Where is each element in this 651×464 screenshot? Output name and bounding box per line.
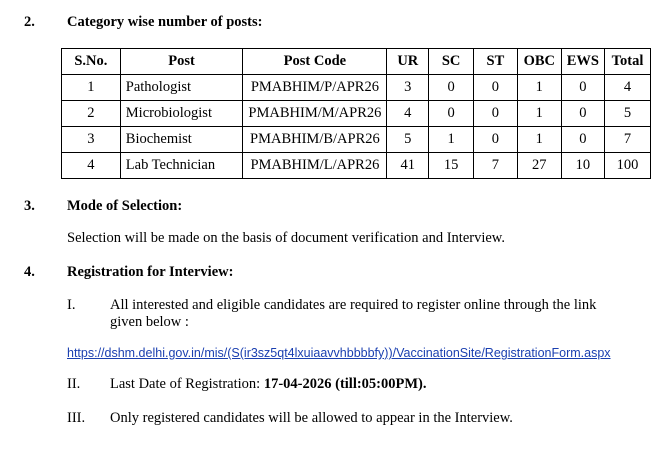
item-text-line2: given below : bbox=[110, 314, 189, 330]
section-number: 2. bbox=[24, 14, 35, 30]
table-row bbox=[62, 75, 651, 101]
cell-ur: 5 bbox=[387, 127, 429, 153]
header-sno: S.No. bbox=[62, 49, 121, 75]
cell-obc: 1 bbox=[517, 75, 561, 101]
header-st: ST bbox=[474, 49, 518, 75]
header-total: Total bbox=[605, 49, 651, 75]
cell-ews: 10 bbox=[561, 153, 604, 179]
cell-ews: 0 bbox=[561, 101, 604, 127]
posts-table bbox=[61, 48, 651, 179]
cell-sc: 0 bbox=[429, 75, 474, 101]
section-number: 3. bbox=[24, 198, 35, 214]
cell-st: 0 bbox=[474, 101, 518, 127]
item-text: Only registered candidates will be allowed to appear in the Interview. bbox=[110, 410, 513, 426]
cell-post-code: PMABHIM/L/APR26 bbox=[243, 153, 387, 179]
cell-obc: 1 bbox=[517, 127, 561, 153]
last-date-value: 17-04-2026 (till:05:00PM). bbox=[263, 376, 427, 392]
table-row bbox=[62, 101, 651, 127]
cell-ur: 4 bbox=[387, 101, 429, 127]
cell-ur: 3 bbox=[387, 75, 429, 101]
table-header-row bbox=[62, 49, 651, 75]
section-number: 4. bbox=[24, 264, 35, 280]
cell-total: 7 bbox=[605, 127, 651, 153]
header-ews: EWS bbox=[561, 49, 604, 75]
cell-sno: 2 bbox=[62, 101, 121, 127]
registration-link[interactable]: https://dshm.delhi.gov.in/mis/(S(ir3sz5qt4lxuiaavvhbbbbfy))/VaccinationSite/RegistrationForm.aspx bbox=[67, 346, 611, 360]
cell-total: 100 bbox=[605, 153, 651, 179]
section-heading: Category wise number of posts: bbox=[67, 14, 263, 30]
cell-st: 0 bbox=[474, 75, 518, 101]
cell-sno: 4 bbox=[62, 153, 121, 179]
cell-post: Microbiologist bbox=[120, 101, 243, 127]
header-ur: UR bbox=[387, 49, 429, 75]
last-date-label: Last Date of Registration: bbox=[110, 376, 264, 392]
table-row bbox=[62, 127, 651, 153]
item-text-line1: All interested and eligible candidates are required to register online through the link bbox=[110, 297, 597, 313]
cell-sno: 1 bbox=[62, 75, 121, 101]
cell-obc: 1 bbox=[517, 101, 561, 127]
cell-post: Lab Technician bbox=[120, 153, 243, 179]
header-post: Post bbox=[120, 49, 243, 75]
cell-sc: 1 bbox=[429, 127, 474, 153]
item-numeral: II. bbox=[67, 376, 81, 392]
table-row bbox=[62, 153, 651, 179]
header-obc: OBC bbox=[517, 49, 561, 75]
cell-post: Pathologist bbox=[120, 75, 243, 101]
cell-ews: 0 bbox=[561, 75, 604, 101]
section-heading: Registration for Interview: bbox=[67, 264, 234, 280]
cell-post-code: PMABHIM/M/APR26 bbox=[243, 101, 387, 127]
cell-post: Biochemist bbox=[120, 127, 243, 153]
cell-sc: 0 bbox=[429, 101, 474, 127]
item-numeral: III. bbox=[67, 410, 86, 426]
cell-post-code: PMABHIM/P/APR26 bbox=[243, 75, 387, 101]
cell-st: 0 bbox=[474, 127, 518, 153]
selection-text: Selection will be made on the basis of document verification and Interview. bbox=[67, 230, 505, 246]
cell-st: 7 bbox=[474, 153, 518, 179]
cell-ews: 0 bbox=[561, 127, 604, 153]
cell-total: 5 bbox=[605, 101, 651, 127]
cell-sc: 15 bbox=[429, 153, 474, 179]
item-numeral: I. bbox=[67, 297, 76, 313]
header-post-code: Post Code bbox=[243, 49, 387, 75]
last-date-line bbox=[110, 376, 427, 393]
cell-sno: 3 bbox=[62, 127, 121, 153]
header-sc: SC bbox=[429, 49, 474, 75]
section-heading: Mode of Selection: bbox=[67, 198, 183, 214]
cell-post-code: PMABHIM/B/APR26 bbox=[243, 127, 387, 153]
cell-ur: 41 bbox=[387, 153, 429, 179]
cell-total: 4 bbox=[605, 75, 651, 101]
cell-obc: 27 bbox=[517, 153, 561, 179]
